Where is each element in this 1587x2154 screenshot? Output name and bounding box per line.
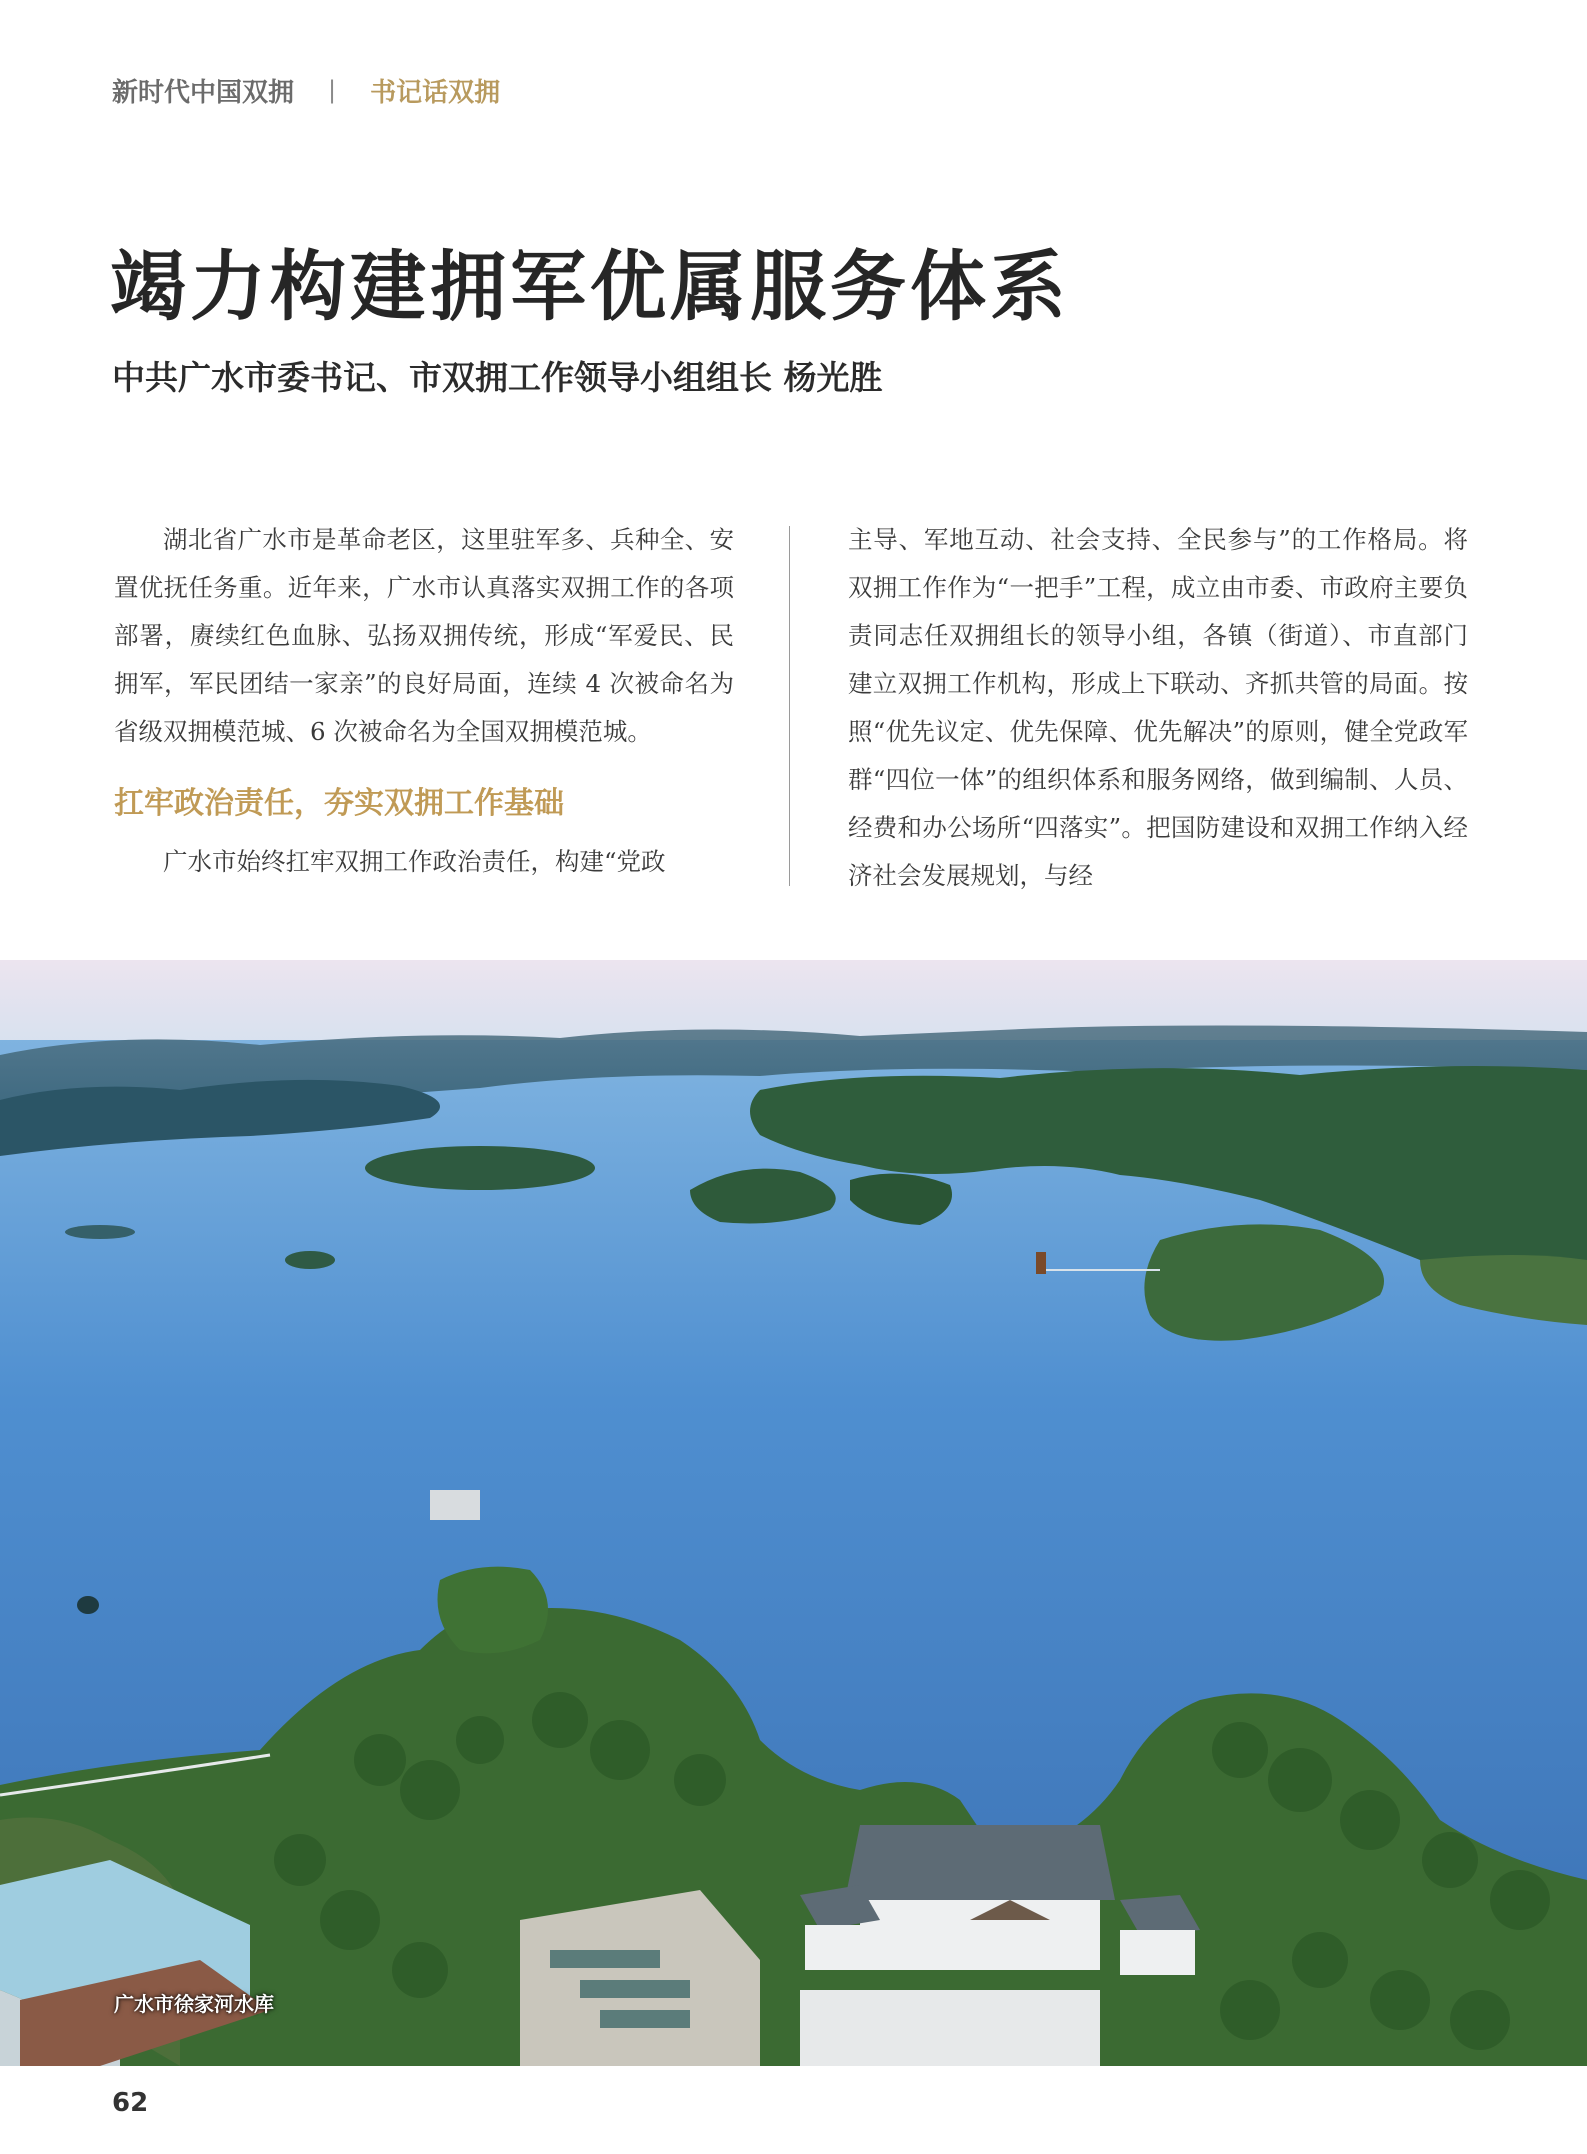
header-separator: | (328, 76, 337, 104)
reservoir-aerial-photo (0, 960, 1587, 2066)
section-label: 新时代中国双拥 (112, 77, 295, 108)
article-title: 竭力构建拥军优属服务体系 (110, 242, 1070, 331)
column-divider (789, 526, 790, 886)
author-byline: 中共广水市委书记、市双拥工作领导小组组长 杨光胜 (112, 358, 883, 397)
page-number: 62 (112, 2088, 149, 2118)
column-label: 书记话双拥 (370, 77, 501, 108)
photo-caption: 广水市徐家河水库 (114, 1992, 274, 2016)
running-header (112, 70, 500, 110)
body-paragraph: 主导、军地互动、社会支持、全民参与”的工作格局。将双拥工作作为“一把手”工程，成立由市委、市政府主要负责同志任双拥组长的领导小组，各镇（街道）、市直部门建立双拥工作机构，形成上下联动、齐抓共管的局面。按照“优先议定、优先保障、优先解决”的原则，健全党政军群“四位一体”的组织体系和服务网络，做到编制、人员、经费和办公场所“四落实”。把国防建设和双拥工作纳入经济社会发展规划，与经 (848, 525, 1468, 890)
body-paragraph: 湖北省广水市是革命老区，这里驻军多、兵种全、安置优抚任务重。近年来，广水市认真落实双拥工作的各项部署，赓续红色血脉、弘扬双拥传统，形成“军爱民、民拥军，军民团结一家亲”的良好局面，连续 4 次被命名为省级双拥模范城、6 次被命名为全国双拥模范城。 (114, 525, 734, 746)
right-text-column (848, 516, 1468, 900)
body-paragraph: 广水市始终扛牢双拥工作政治责任，构建“党政 (163, 847, 666, 876)
left-text-column (114, 516, 734, 886)
section-heading: 扛牢政治责任，夯实双拥工作基础 (114, 786, 564, 821)
